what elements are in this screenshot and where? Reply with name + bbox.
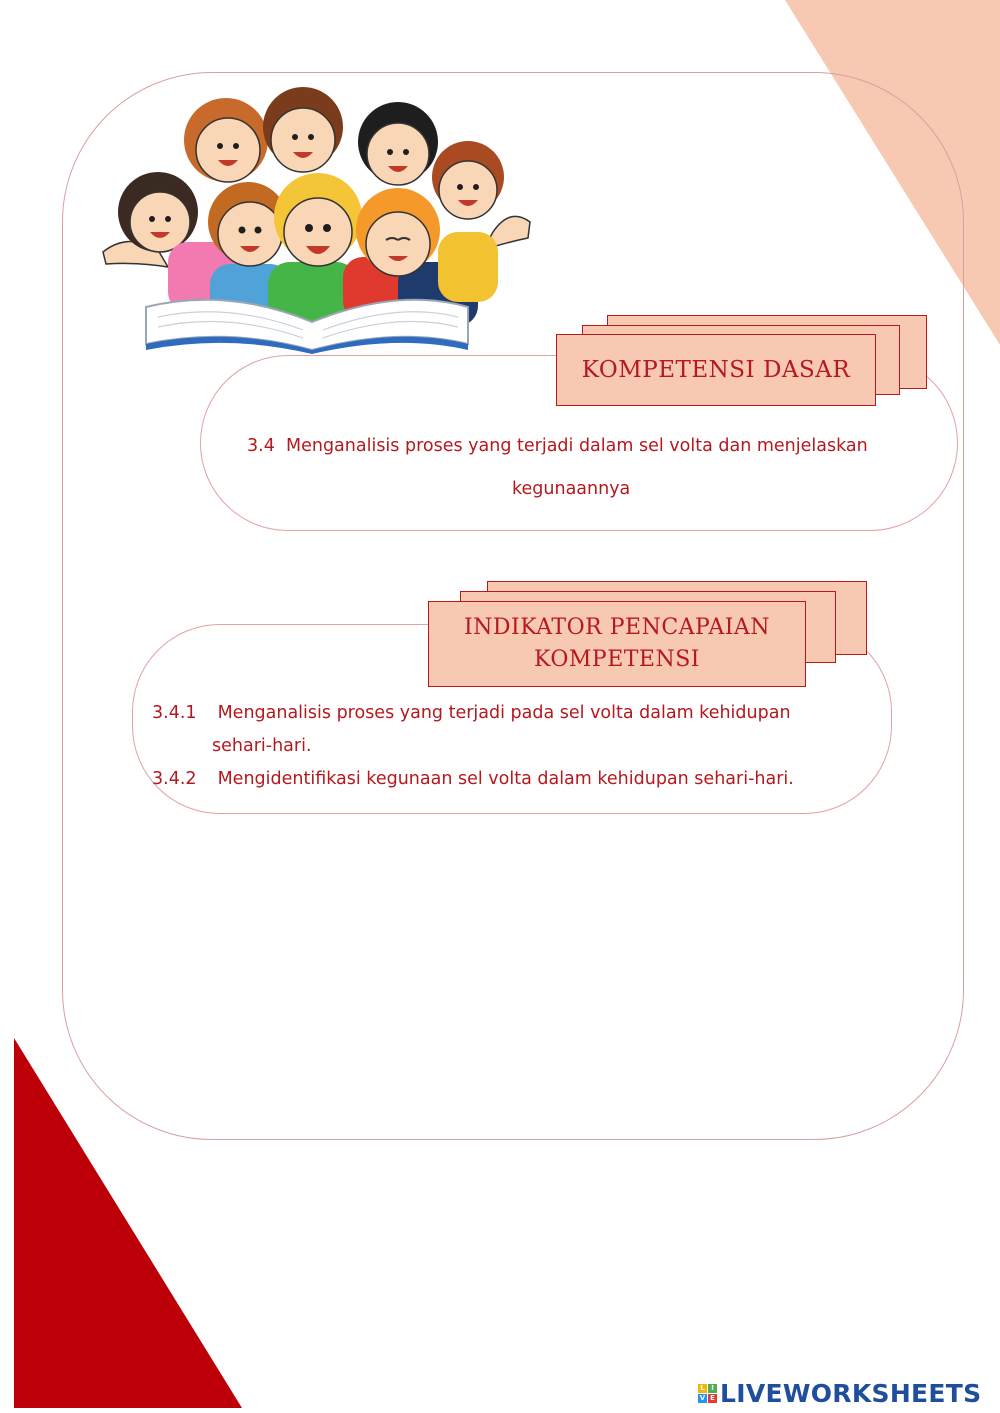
indikator-title-line2: KOMPETENSI	[533, 647, 700, 672]
kd-item-3-4	[247, 436, 927, 456]
indikator-title-line1: INDIKATOR PENCAPAIAN	[463, 615, 771, 640]
liveworksheets-logo-text: LIVEWORKSHEETS	[720, 1378, 982, 1408]
indikator-item-line1: Mengidentifikasi kegunaan sel volta dalam kehidupan sehari-hari.	[217, 769, 794, 789]
indikator-title	[428, 601, 806, 687]
indikator-item-number: 3.4.2	[152, 769, 197, 789]
liveworksheets-logo	[698, 1378, 981, 1408]
indikator-item-line2: sehari-hari.	[212, 736, 312, 756]
liveworksheets-logo-icon: L I V E	[698, 1384, 717, 1403]
kd-text-line1: Menganalisis proses yang terjadi dalam sel volta dan menjelaskan	[285, 436, 868, 456]
children-reading-book-illustration	[98, 82, 534, 354]
kd-number: 3.4	[247, 436, 275, 456]
kd-text-line2: kegunaannya	[512, 479, 631, 499]
indikator-item	[152, 769, 872, 789]
indikator-item	[152, 703, 872, 723]
indikator-item-line1: Menganalisis proses yang terjadi pada sel volta dalam kehidupan	[217, 703, 791, 723]
kompetensi-dasar-title: KOMPETENSI DASAR	[556, 334, 876, 406]
indikator-item-number: 3.4.1	[152, 703, 197, 723]
